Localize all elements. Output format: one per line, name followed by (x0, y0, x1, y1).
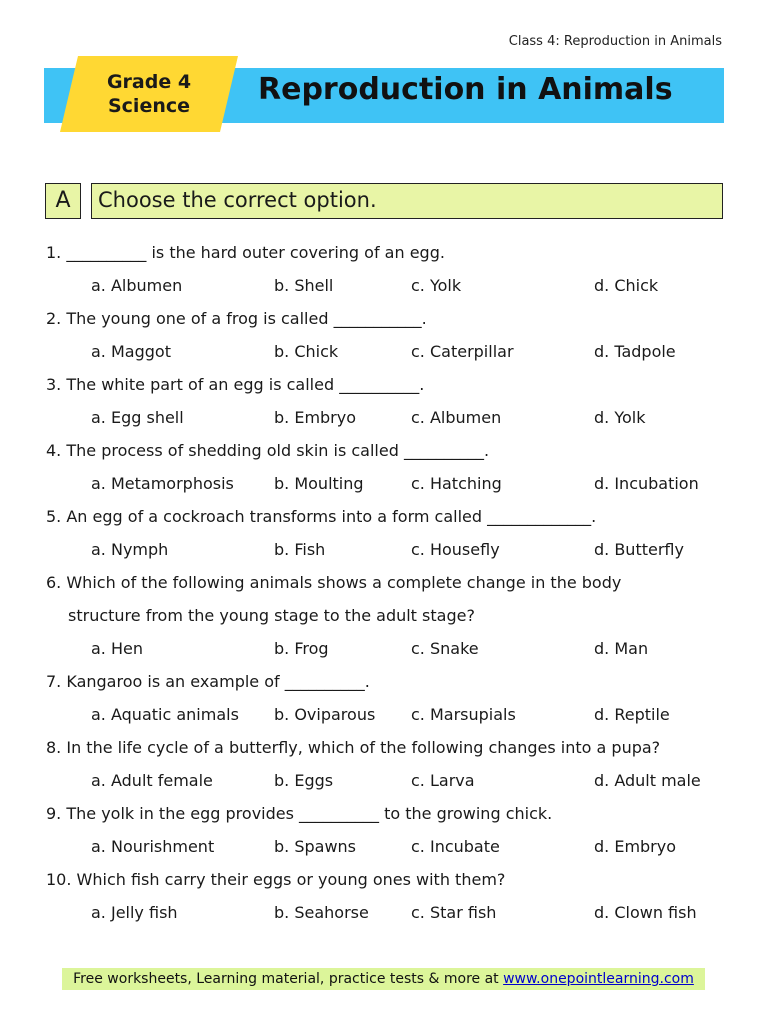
option-row (46, 335, 726, 368)
page-title: Reproduction in Animals (258, 72, 673, 107)
option-d: d. Tadpole (594, 342, 676, 361)
option-row (46, 467, 726, 500)
option-b: b. Fish (274, 540, 326, 559)
option-a: a. Aquatic animals (91, 705, 239, 724)
question-item (46, 863, 726, 929)
option-b: b. Eggs (274, 771, 334, 790)
option-d: d. Butterfly (594, 540, 684, 559)
question-stem: The young one of a frog is called ___________. (66, 309, 427, 328)
option-c: c. Albumen (411, 408, 502, 427)
badge-grade: Grade 4 (106, 71, 192, 93)
option-c: c. Housefly (411, 540, 500, 559)
question-text (46, 665, 726, 698)
section-title: Choose the correct option. (91, 183, 723, 219)
option-a: a. Jelly fish (91, 903, 178, 922)
question-item (46, 236, 726, 302)
question-number: 6. (46, 573, 62, 592)
option-c: c. Larva (411, 771, 475, 790)
option-c: c. Yolk (411, 276, 462, 295)
option-d: d. Embryo (594, 837, 677, 856)
question-stem: The process of shedding old skin is called __________. (66, 441, 490, 460)
badge-subject: Science (107, 95, 191, 117)
option-d: d. Yolk (594, 408, 646, 427)
question-text (46, 302, 726, 335)
question-item (46, 500, 726, 566)
question-stem: __________ is the hard outer covering of an egg. (66, 243, 445, 262)
question-number: 5. (46, 507, 62, 526)
option-c: c. Incubate (411, 837, 500, 856)
option-b: b. Spawns (274, 837, 357, 856)
option-c: c. Caterpillar (411, 342, 514, 361)
option-a: a. Nourishment (91, 837, 215, 856)
question-number: 4. (46, 441, 62, 460)
question-number: 10. (46, 870, 72, 889)
option-c: c. Star fish (411, 903, 497, 922)
option-c: c. Hatching (411, 474, 502, 493)
question-text (46, 566, 726, 599)
question-text (46, 236, 726, 269)
option-d: d. Adult male (594, 771, 701, 790)
question-item (46, 797, 726, 863)
footer-banner (62, 968, 705, 990)
question-stem: In the life cycle of a butterfly, which of the following changes into a pupa? (66, 738, 661, 757)
option-a: a. Egg shell (91, 408, 184, 427)
option-b: b. Embryo (274, 408, 357, 427)
option-b: b. Oviparous (274, 705, 376, 724)
question-item (46, 368, 726, 434)
question-text-continued: structure from the young stage to the adult stage? (68, 606, 475, 625)
question-text (46, 368, 726, 401)
option-d: d. Man (594, 639, 649, 658)
option-b: b. Moulting (274, 474, 364, 493)
question-text (46, 434, 726, 467)
question-stem: Kangaroo is an example of __________. (66, 672, 370, 691)
option-c: c. Marsupials (411, 705, 516, 724)
question-stem: Which of the following animals shows a complete change in the body (66, 573, 622, 592)
option-row (46, 632, 726, 665)
question-stem: The white part of an egg is called __________. (66, 375, 425, 394)
question-number: 9. (46, 804, 62, 823)
option-a: a. Adult female (91, 771, 213, 790)
question-text (46, 731, 726, 764)
option-d: d. Reptile (594, 705, 670, 724)
question-number: 3. (46, 375, 62, 394)
question-item (46, 566, 726, 665)
option-row (46, 830, 726, 863)
option-a: a. Nymph (91, 540, 169, 559)
question-text (46, 863, 726, 896)
question-item (46, 434, 726, 500)
question-text (46, 500, 726, 533)
option-row (46, 764, 726, 797)
question-stem: An egg of a cockroach transforms into a form called _____________. (66, 507, 597, 526)
question-list (46, 236, 726, 929)
option-b: b. Chick (274, 342, 339, 361)
option-row (46, 698, 726, 731)
question-stem: Which fish carry their eggs or young ones with them? (76, 870, 506, 889)
option-row (46, 896, 726, 929)
question-item (46, 665, 726, 731)
question-text (46, 797, 726, 830)
option-row (46, 401, 726, 434)
option-c: c. Snake (411, 639, 479, 658)
option-b: b. Shell (274, 276, 334, 295)
grade-badge (60, 56, 238, 132)
question-number: 1. (46, 243, 62, 262)
option-d: d. Incubation (594, 474, 699, 493)
option-row (46, 533, 726, 566)
footer-link[interactable]: www.onepointlearning.com (503, 971, 694, 987)
option-b: b. Frog (274, 639, 329, 658)
footer-text: Free worksheets, Learning material, practice tests & more at (73, 971, 504, 987)
option-a: a. Maggot (91, 342, 171, 361)
question-item (46, 731, 726, 797)
section-letter: A (45, 183, 81, 219)
question-stem: The yolk in the egg provides __________ to the growing chick. (66, 804, 553, 823)
option-a: a. Metamorphosis (91, 474, 234, 493)
option-row (46, 269, 726, 302)
option-a: a. Albumen (91, 276, 183, 295)
option-b: b. Seahorse (274, 903, 369, 922)
option-d: d. Chick (594, 276, 659, 295)
question-number: 8. (46, 738, 62, 757)
question-number: 2. (46, 309, 62, 328)
option-d: d. Clown fish (594, 903, 697, 922)
option-a: a. Hen (91, 639, 143, 658)
question-number: 7. (46, 672, 62, 691)
page-caption: Class 4: Reproduction in Animals (508, 34, 722, 49)
question-item (46, 302, 726, 368)
